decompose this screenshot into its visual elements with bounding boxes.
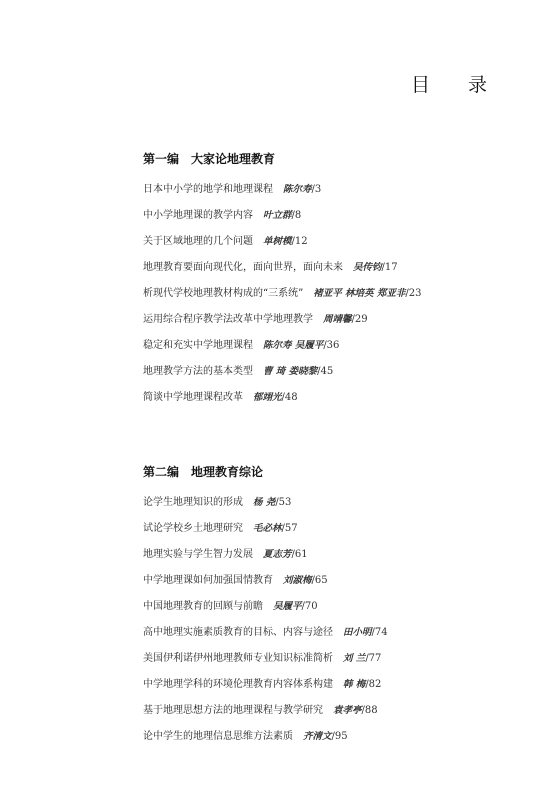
entry-title: 日本中小学的地学和地理课程	[143, 184, 273, 195]
entry-title: 高中地理实施素质教育的目标、内容与途径	[143, 627, 333, 638]
toc-entry[interactable]	[143, 183, 523, 209]
entry-title: 基于地理思想方法的地理课程与教学研究	[143, 705, 323, 716]
toc-entry[interactable]	[143, 261, 523, 287]
entry-title: 中国地理教育的回顾与前瞻	[143, 601, 263, 612]
toc-entry[interactable]	[143, 704, 523, 730]
entry-page: /3	[311, 184, 322, 195]
entry-page: /74	[371, 627, 388, 638]
entry-authors: 夏志芳	[263, 549, 292, 560]
entry-authors: 褚亚平 林培英 郑亚非	[313, 288, 406, 299]
entry-authors: 毛必林	[253, 523, 282, 534]
toc-entry[interactable]	[143, 522, 523, 548]
entry-page: /88	[361, 705, 378, 716]
entry-authors: 陈尔寿	[283, 184, 312, 195]
entry-title: 简谈中学地理课程改革	[143, 392, 243, 403]
entry-page: /70	[301, 601, 318, 612]
section-part-label: 第二编	[143, 465, 180, 479]
entry-page: /95	[331, 731, 348, 742]
entry-list	[143, 183, 523, 417]
page-title: 目 录	[410, 74, 503, 96]
entry-page: /23	[405, 288, 422, 299]
entry-title: 析现代学校地理教材构成的“三系统”	[143, 288, 304, 299]
toc-entry[interactable]	[143, 626, 523, 652]
section-part-label: 第一编	[143, 152, 180, 166]
entry-authors: 杨 尧	[253, 497, 276, 508]
entry-page: /65	[311, 575, 328, 586]
entry-authors: 单树模	[263, 236, 292, 247]
entry-page: /45	[317, 366, 334, 377]
entry-title: 地理实验与学生智力发展	[143, 549, 253, 560]
toc-entry[interactable]	[143, 730, 523, 756]
entry-authors: 齐清文	[303, 731, 332, 742]
toc-entry[interactable]	[143, 235, 523, 261]
entry-page: /29	[351, 314, 368, 325]
entry-authors: 周靖馨	[323, 314, 352, 325]
entry-page: /12	[291, 236, 308, 247]
entry-title: 中学地理课如何加强国情教育	[143, 575, 273, 586]
entry-page: /36	[323, 340, 340, 351]
toc-entry[interactable]	[143, 339, 523, 365]
entry-authors: 郁翊光	[253, 392, 282, 403]
toc-entry[interactable]	[143, 652, 523, 678]
entry-authors: 吴履平	[273, 601, 302, 612]
entry-authors: 吴传钧	[353, 262, 382, 273]
entry-title: 美国伊利诺伊州地理教师专业知识标准简析	[143, 653, 333, 664]
section-heading	[143, 463, 523, 480]
entry-authors: 袁孝亭	[333, 705, 362, 716]
section-1	[143, 150, 523, 417]
toc-entry[interactable]	[143, 313, 523, 339]
entry-page: /61	[291, 549, 308, 560]
entry-page: /17	[381, 262, 398, 273]
entry-authors: 韩 梅	[343, 679, 366, 690]
entry-authors: 曹 琦 娄晓黎	[263, 366, 318, 377]
entry-title: 地理教育要面向现代化，面向世界，面向未来	[143, 262, 343, 273]
entry-title: 地理教学方法的基本类型	[143, 366, 253, 377]
toc-entry[interactable]	[143, 365, 523, 391]
entry-authors: 田小明	[343, 627, 372, 638]
toc-entry[interactable]	[143, 287, 523, 313]
entry-page: /48	[281, 392, 298, 403]
entry-page: /8	[291, 210, 302, 221]
section-name: 地理教育综论	[191, 465, 264, 479]
entry-title: 关于区域地理的几个问题	[143, 236, 253, 247]
entry-title: 稳定和充实中学地理课程	[143, 340, 253, 351]
entry-authors: 陈尔寿 吴履平	[263, 340, 324, 351]
entry-page: /77	[365, 653, 382, 664]
toc-entry[interactable]	[143, 209, 523, 235]
entry-authors: 叶立群	[263, 210, 292, 221]
toc-entry[interactable]	[143, 600, 523, 626]
entry-page: /53	[275, 497, 292, 508]
toc-entry[interactable]	[143, 548, 523, 574]
entry-title: 试论学校乡土地理研究	[143, 523, 243, 534]
toc-entry[interactable]	[143, 391, 523, 417]
entry-title: 运用综合程序教学法改革中学地理教学	[143, 314, 313, 325]
section-2	[143, 463, 523, 756]
entry-title: 论中学生的地理信息思维方法素质	[143, 731, 293, 742]
toc-entry[interactable]	[143, 574, 523, 600]
toc-entry[interactable]	[143, 496, 523, 522]
entry-title: 论学生地理知识的形成	[143, 497, 243, 508]
entry-authors: 刘 兰	[343, 653, 366, 664]
entry-list	[143, 496, 523, 756]
toc-entry[interactable]	[143, 678, 523, 704]
entry-authors: 刘淑梅	[283, 575, 312, 586]
section-heading	[143, 150, 523, 167]
section-name: 大家论地理教育	[191, 152, 276, 166]
entry-page: /82	[365, 679, 382, 690]
entry-title: 中小学地理课的教学内容	[143, 210, 253, 221]
entry-page: /57	[281, 523, 298, 534]
entry-title: 中学地理学科的环境伦理教育内容体系构建	[143, 679, 333, 690]
